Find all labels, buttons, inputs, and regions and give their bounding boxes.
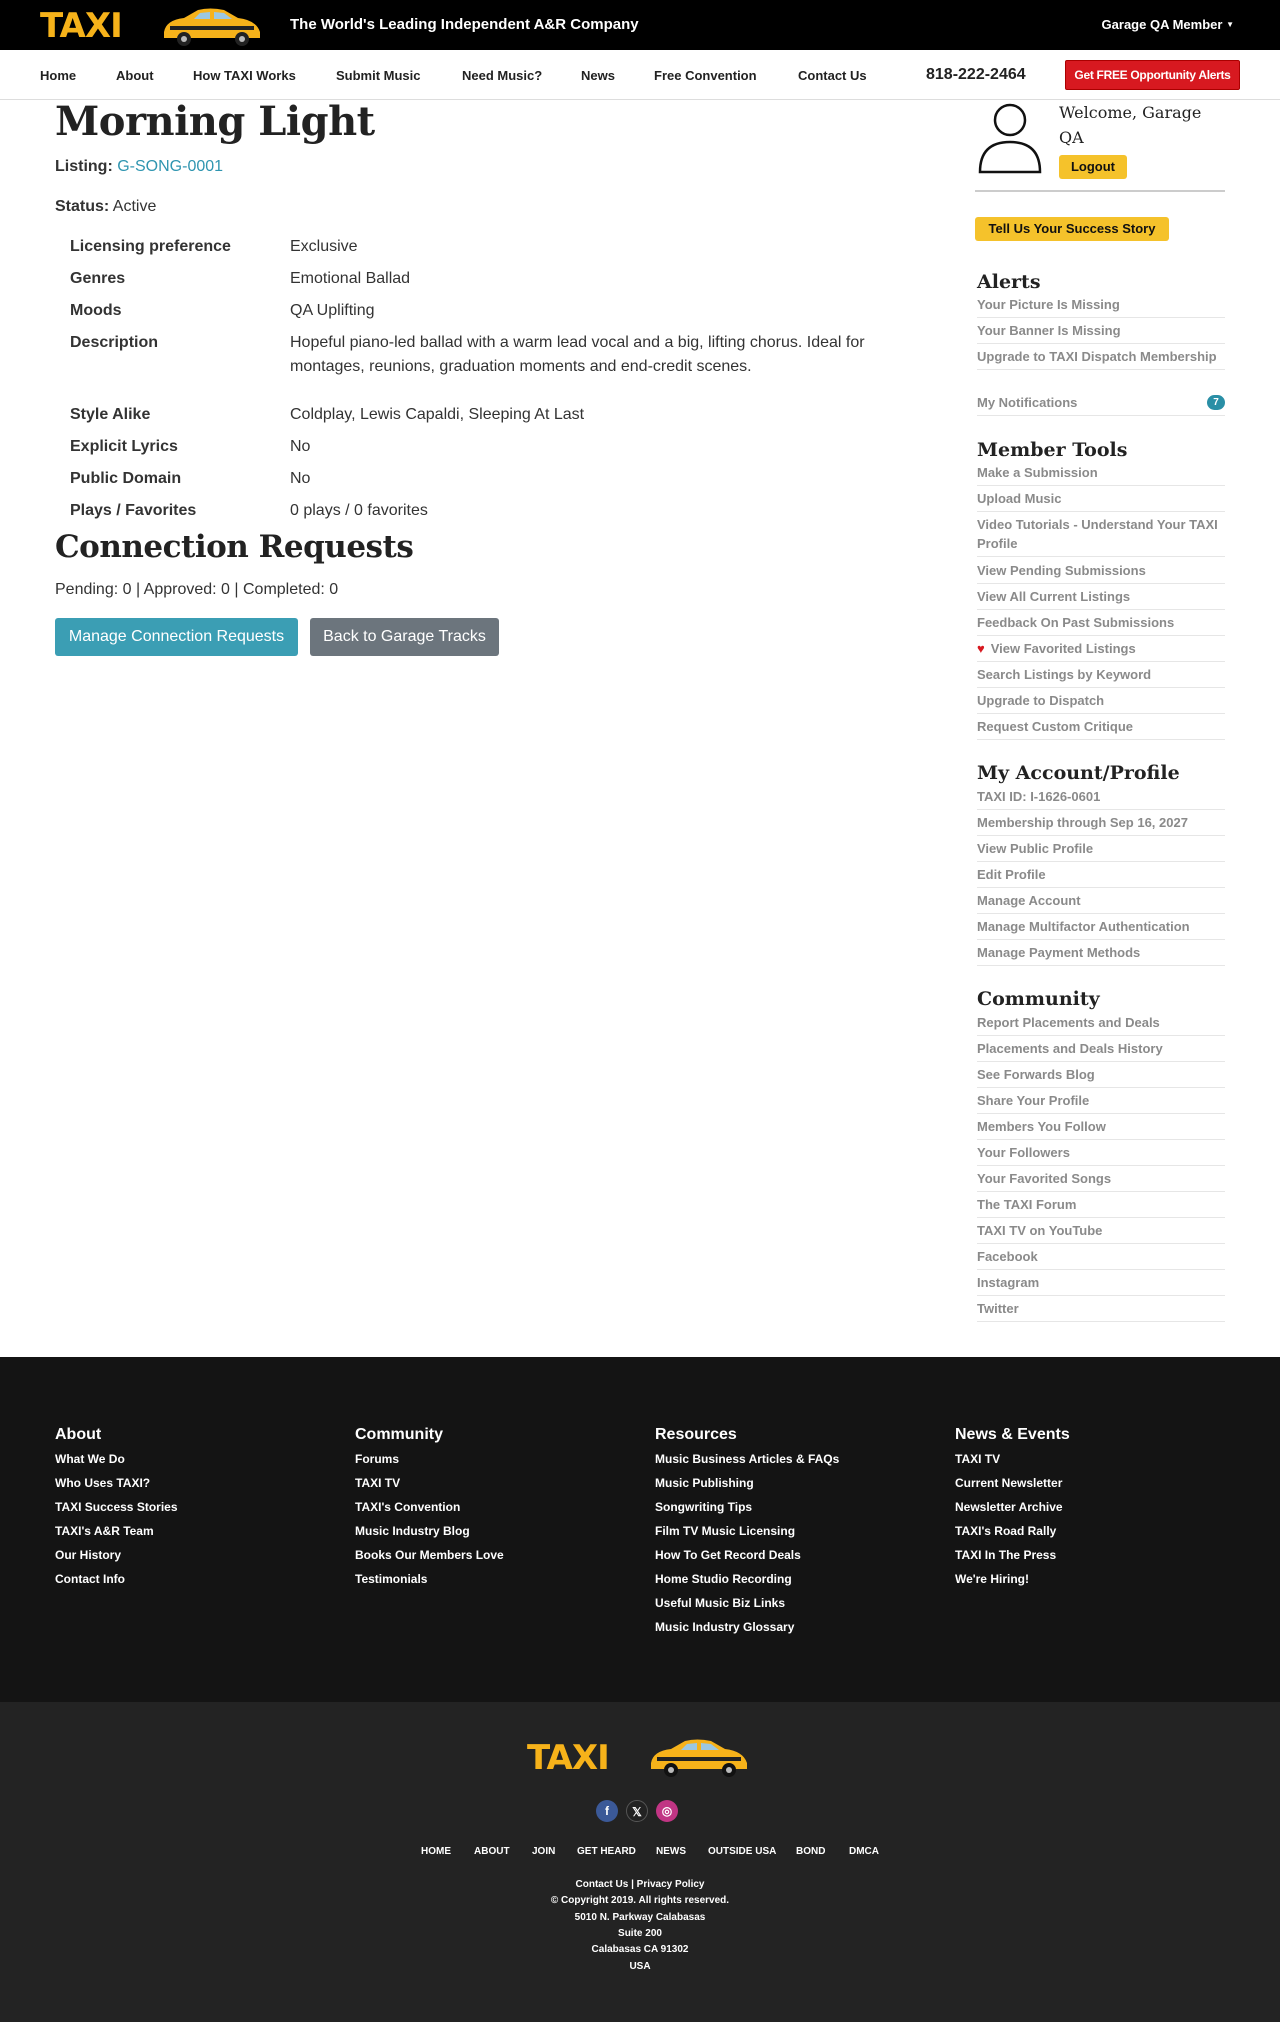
listing-label: Listing: <box>55 158 113 175</box>
sidebar-item-search-listings[interactable]: Search Listings by Keyword <box>977 665 1225 688</box>
heart-icon: ♥ <box>977 641 985 656</box>
sidebar-item-upload-music[interactable]: Upload Music <box>977 489 1225 512</box>
bottom-link-outside-usa[interactable]: OUTSIDE USA <box>708 1846 777 1857</box>
detail-value: No <box>290 438 311 455</box>
logo-text: TAXI <box>40 6 122 46</box>
footer-link[interactable]: TAXI's Road Rally <box>955 1524 1057 1538</box>
sidebar-divider <box>975 190 1225 192</box>
status-value: Active <box>112 198 157 215</box>
copyright: © Copyright 2019. All rights reserved. <box>550 1895 730 1906</box>
detail-value: Emotional Ballad <box>290 270 411 287</box>
detail-value: Coldplay, Lewis Capaldi, Sleeping At Last <box>290 406 585 423</box>
caret-down-icon: ▼ <box>1226 20 1234 29</box>
nav-need-music[interactable]: Need Music? <box>462 68 543 83</box>
back-to-garage-tracks-button[interactable]: Back to Garage Tracks <box>310 618 499 656</box>
detail-label: Moods <box>70 302 122 319</box>
sidebar-item-report-placements[interactable]: Report Placements and Deals <box>977 1013 1225 1036</box>
detail-value: No <box>290 470 311 487</box>
bottom-link-about[interactable]: ABOUT <box>474 1846 510 1857</box>
nav-submit-music[interactable]: Submit Music <box>336 68 421 83</box>
footer-link[interactable]: Music Business Articles & FAQs <box>655 1452 840 1466</box>
footer-resources-heading: Resources <box>655 1426 737 1443</box>
footer-link[interactable]: What We Do <box>55 1452 125 1466</box>
sidebar-item-video-tutorials[interactable]: Video Tutorials - Understand Your TAXI Profile <box>977 515 1225 557</box>
community-heading: Community <box>977 988 1100 1010</box>
footer-link[interactable]: Who Uses TAXI? <box>55 1476 151 1490</box>
footer-link[interactable]: Newsletter Archive <box>955 1500 1063 1514</box>
sidebar-item-payment-methods[interactable]: Manage Payment Methods <box>977 943 1225 966</box>
sidebar-item-banner-missing[interactable]: Your Banner Is Missing <box>977 321 1225 344</box>
detail-value: QA Uplifting <box>290 302 375 319</box>
nav-home[interactable]: Home <box>40 68 77 83</box>
detail-label: Licensing preference <box>70 238 231 255</box>
footer-link[interactable]: TAXI In The Press <box>955 1548 1057 1562</box>
sidebar-item-pending-submissions[interactable]: View Pending Submissions <box>977 561 1225 584</box>
membership-expiry: Membership through Sep 16, 2027 <box>977 813 1225 836</box>
address-line: USA <box>629 1961 651 1972</box>
bottom-link-join[interactable]: JOIN <box>532 1846 556 1857</box>
manage-connection-requests-button[interactable]: Manage Connection Requests <box>55 618 298 656</box>
account-heading: My Account/Profile <box>977 762 1180 784</box>
sidebar-item-multifactor[interactable]: Manage Multifactor Authentication <box>977 917 1225 940</box>
sidebar-item-twitter[interactable]: Twitter <box>977 1299 1225 1322</box>
free-opportunity-alerts-button[interactable]: Get FREE Opportunity Alerts <box>1065 60 1240 90</box>
footer-link[interactable]: Songwriting Tips <box>655 1500 753 1514</box>
footer-news-heading: News & Events <box>955 1426 1070 1443</box>
member-tools-heading: Member Tools <box>977 439 1128 461</box>
nav-contact-us[interactable]: Contact Us <box>798 68 867 83</box>
footer-link[interactable]: Forums <box>355 1452 400 1466</box>
address-line: Suite 200 <box>618 1928 662 1939</box>
connection-requests-heading: Connection Requests <box>55 529 414 565</box>
sidebar-item-members-you-follow[interactable]: Members You Follow <box>977 1117 1225 1140</box>
sidebar-item-manage-account[interactable]: Manage Account <box>977 891 1225 914</box>
footer-link[interactable]: TAXI Success Stories <box>55 1500 178 1514</box>
footer-logo-text: TAXI <box>527 1738 609 1778</box>
sidebar-item-notifications[interactable] <box>977 393 1225 416</box>
footer-link[interactable]: Current Newsletter <box>955 1476 1063 1490</box>
success-story-button[interactable]: Tell Us Your Success Story <box>975 217 1169 241</box>
detail-value: 0 plays / 0 favorites <box>290 502 428 519</box>
welcome-text: Welcome, Garage QA <box>1059 103 1202 147</box>
sidebar-item-followers[interactable]: Your Followers <box>977 1143 1225 1166</box>
footer-link[interactable]: How To Get Record Deals <box>655 1548 801 1562</box>
footer-link[interactable]: Useful Music Biz Links <box>655 1596 786 1610</box>
alerts-heading: Alerts <box>977 271 1041 293</box>
sidebar-item-picture-missing[interactable]: Your Picture Is Missing <box>977 295 1225 318</box>
sidebar-item-taxi-tv-youtube[interactable]: TAXI TV on YouTube <box>977 1221 1225 1244</box>
sidebar-item-feedback[interactable]: Feedback On Past Submissions <box>977 613 1225 636</box>
instagram-icon[interactable]: ◎ <box>656 1800 678 1822</box>
sidebar-item-edit-profile[interactable]: Edit Profile <box>977 865 1225 888</box>
taxi-logo[interactable] <box>40 4 265 48</box>
footer-link[interactable]: TAXI's A&R Team <box>55 1524 154 1538</box>
detail-label: Public Domain <box>70 470 182 487</box>
footer-links-section <box>0 1357 1280 1702</box>
legal-links[interactable]: Contact Us | Privacy Policy <box>575 1879 705 1890</box>
footer-link[interactable]: We're Hiring! <box>955 1572 1029 1586</box>
bottom-link-get-heard[interactable]: GET HEARD <box>577 1846 636 1857</box>
sidebar-item-custom-critique[interactable]: Request Custom Critique <box>977 717 1225 740</box>
logout-button[interactable]: Logout <box>1059 155 1127 179</box>
detail-value: Exclusive <box>290 238 358 255</box>
footer-link[interactable]: Books Our Members Love <box>355 1548 504 1562</box>
footer-link[interactable]: Film TV Music Licensing <box>655 1524 796 1538</box>
sidebar-item-current-listings[interactable]: View All Current Listings <box>977 587 1225 610</box>
address-line: 5010 N. Parkway Calabasas <box>574 1912 706 1923</box>
footer-link[interactable]: TAXI TV <box>955 1452 1001 1466</box>
status-line <box>55 198 156 216</box>
member-menu[interactable] <box>1102 17 1234 32</box>
footer-link[interactable]: Our History <box>55 1548 122 1562</box>
detail-label: Explicit Lyrics <box>70 438 178 455</box>
notifications-label: My Notifications <box>977 395 1078 410</box>
nav-free-convention[interactable]: Free Convention <box>654 68 757 83</box>
address-line: Calabasas CA 91302 <box>591 1944 689 1955</box>
sidebar-item-instagram[interactable]: Instagram <box>977 1273 1225 1296</box>
song-title: Morning Light <box>55 98 375 145</box>
bottom-link-news[interactable]: NEWS <box>656 1846 686 1857</box>
sidebar-item-facebook[interactable]: Facebook <box>977 1247 1225 1270</box>
footer-link[interactable]: Music Industry Blog <box>355 1524 470 1538</box>
nav-how-taxi-works[interactable]: How TAXI Works <box>193 68 296 83</box>
favorited-listings-label: View Favorited Listings <box>990 641 1136 656</box>
bottom-link-bond[interactable]: BOND <box>796 1846 826 1857</box>
sidebar-item-placements-history[interactable]: Placements and Deals History <box>977 1039 1225 1062</box>
sidebar-item-upgrade-dispatch-membership[interactable]: Upgrade to TAXI Dispatch Membership <box>977 347 1225 370</box>
sidebar-item-forwards-blog[interactable]: See Forwards Blog <box>977 1065 1225 1088</box>
facebook-icon[interactable]: f <box>596 1800 618 1822</box>
footer-link[interactable]: Music Publishing <box>655 1476 754 1490</box>
sidebar-item-share-profile[interactable]: Share Your Profile <box>977 1091 1225 1114</box>
bottom-link-home[interactable]: HOME <box>421 1846 451 1857</box>
sidebar-item-make-submission[interactable]: Make a Submission <box>977 463 1225 486</box>
footer-link[interactable]: Testimonials <box>355 1572 428 1586</box>
footer-link[interactable]: Contact Info <box>55 1572 125 1586</box>
footer-link[interactable]: TAXI TV <box>355 1476 401 1490</box>
status-label: Status: <box>55 198 110 215</box>
connection-counts: Pending: 0 | Approved: 0 | Completed: 0 <box>55 581 339 598</box>
footer-link[interactable]: TAXI's Convention <box>355 1500 461 1514</box>
detail-label: Plays / Favorites <box>70 502 197 519</box>
detail-label: Description <box>70 334 159 351</box>
detail-label: Style Alike <box>70 406 151 423</box>
tagline: The World's Leading Independent A&R Company <box>290 16 639 33</box>
notification-count-badge: 7 <box>1207 395 1225 410</box>
listing-line <box>55 158 223 176</box>
x-twitter-icon[interactable]: 𝕏 <box>626 1800 648 1822</box>
detail-label: Genres <box>70 270 126 287</box>
footer-about-heading: About <box>55 1426 102 1443</box>
description-value: Hopeful piano-led ballad with a warm lead vocal and a big, lifting chorus. Ideal for montages, reunions, graduation moments and end-credit scenes. <box>290 334 865 375</box>
footer-link[interactable]: Home Studio Recording <box>655 1572 792 1586</box>
avatar-icon[interactable] <box>975 98 1045 176</box>
sidebar-item-favorited-songs[interactable]: Your Favorited Songs <box>977 1169 1225 1192</box>
nav-about[interactable]: About <box>116 68 154 83</box>
taxi-cab-icon <box>645 1737 751 1779</box>
taxi-cab-icon <box>158 6 264 48</box>
footer-link[interactable]: Music Industry Glossary <box>655 1620 795 1634</box>
sidebar-item-public-profile[interactable]: View Public Profile <box>977 839 1225 862</box>
sidebar-item-taxi-forum[interactable]: The TAXI Forum <box>977 1195 1225 1218</box>
nav-news[interactable]: News <box>581 68 615 83</box>
footer-community-heading: Community <box>355 1426 443 1443</box>
taxi-id: TAXI ID: I-1626-0601 <box>977 787 1225 810</box>
sidebar-item-favorited-listings[interactable] <box>977 639 1225 662</box>
phone-number[interactable]: 818-222-2464 <box>926 66 1026 83</box>
bottom-link-dmca[interactable]: DMCA <box>849 1846 879 1857</box>
listing-id-link[interactable]: G-SONG-0001 <box>117 158 224 175</box>
member-menu-label: Garage QA Member <box>1101 17 1223 32</box>
footer-logo[interactable] <box>527 1733 751 1783</box>
top-bar <box>0 0 1280 50</box>
sidebar-item-upgrade-dispatch[interactable]: Upgrade to Dispatch <box>977 691 1225 714</box>
